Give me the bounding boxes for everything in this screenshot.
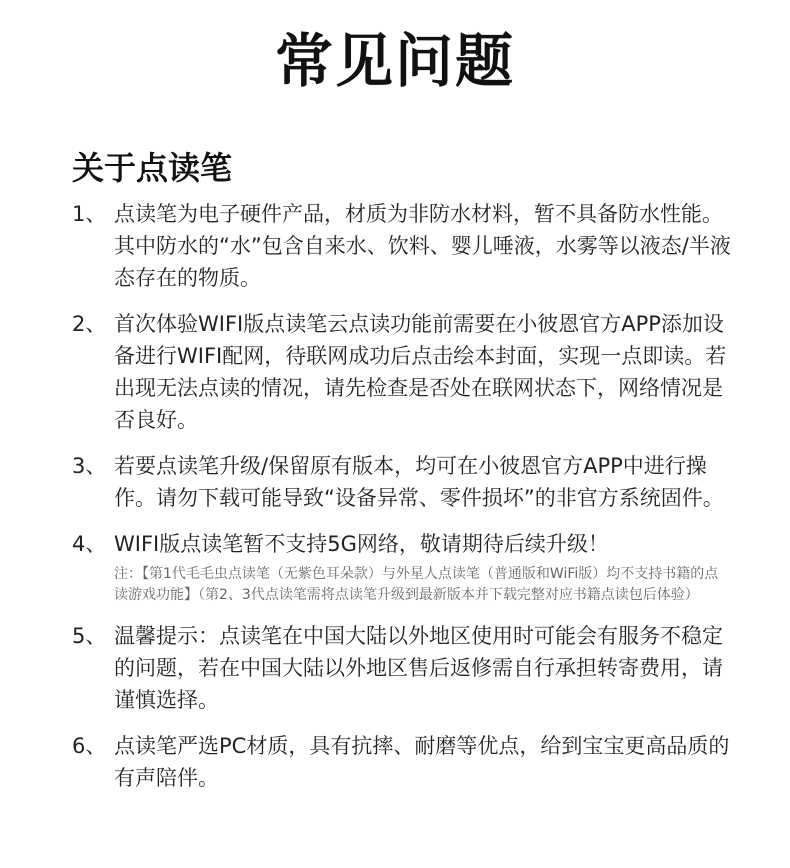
faq-item-2: [72, 308, 732, 436]
faq-item-4: [72, 528, 732, 606]
faq-text: 若要点读笔升级/保留原有版本，均可在小彼恩官方APP中进行操作。请勿下载可能导致“设备异常、零件损坏”的非官方系统固件。: [114, 454, 724, 510]
faq-text: WIFI版点读笔暂不支持5G网络，敬请期待后续升级！: [114, 532, 609, 556]
faq-item-6: [72, 730, 732, 794]
section-heading: 关于点读笔: [72, 149, 233, 187]
faq-number: 6、: [72, 734, 107, 758]
faq-text: 点读笔严选PC材质，具有抗摔、耐磨等优点，给到宝宝更高品质的有声陪伴。: [114, 734, 730, 790]
faq-text: 点读笔为电子硬件产品，材质为非防水材料，暂不具备防水性能。其中防水的“水”包含自来水、饮料、婴儿唾液，水雾等以液态/半液态存在的物质。: [114, 202, 731, 290]
faq-number: 4、: [72, 532, 107, 556]
faq-number: 2、: [72, 312, 107, 336]
faq-item-1: [72, 198, 732, 294]
faq-note: 注：【第1代毛毛虫点读笔（无紫色耳朵款）与外星人点读笔（普通版和WiFi版）均不支持书籍的点读游戏功能】（第2、3代点读笔需将点读笔升级到最新版本并下载完整对应书籍点读包后体验）: [114, 566, 719, 603]
faq-list: [72, 198, 732, 808]
faq-number: 1、: [72, 202, 107, 226]
faq-number: 5、: [72, 624, 107, 648]
faq-text: 首次体验WIFI版点读笔云点读功能前需要在小彼恩官方APP添加设备进行WIFI配网，待联网成功后点击绘本封面，实现一点即读。若出现无法点读的情况，请先检查是否处在联网状态下，网络情况是否良好。: [114, 312, 727, 432]
faq-item-3: [72, 450, 732, 514]
faq-number: 3、: [72, 454, 107, 478]
faq-text: 温馨提示：点读笔在中国大陆以外地区使用时可能会有服务不稳定的问题，若在中国大陆以外地区售后返修需自行承担转寄费用，请谨慎选择。: [114, 624, 723, 712]
faq-item-5: [72, 620, 732, 716]
page-title: 常见问题: [274, 27, 515, 95]
